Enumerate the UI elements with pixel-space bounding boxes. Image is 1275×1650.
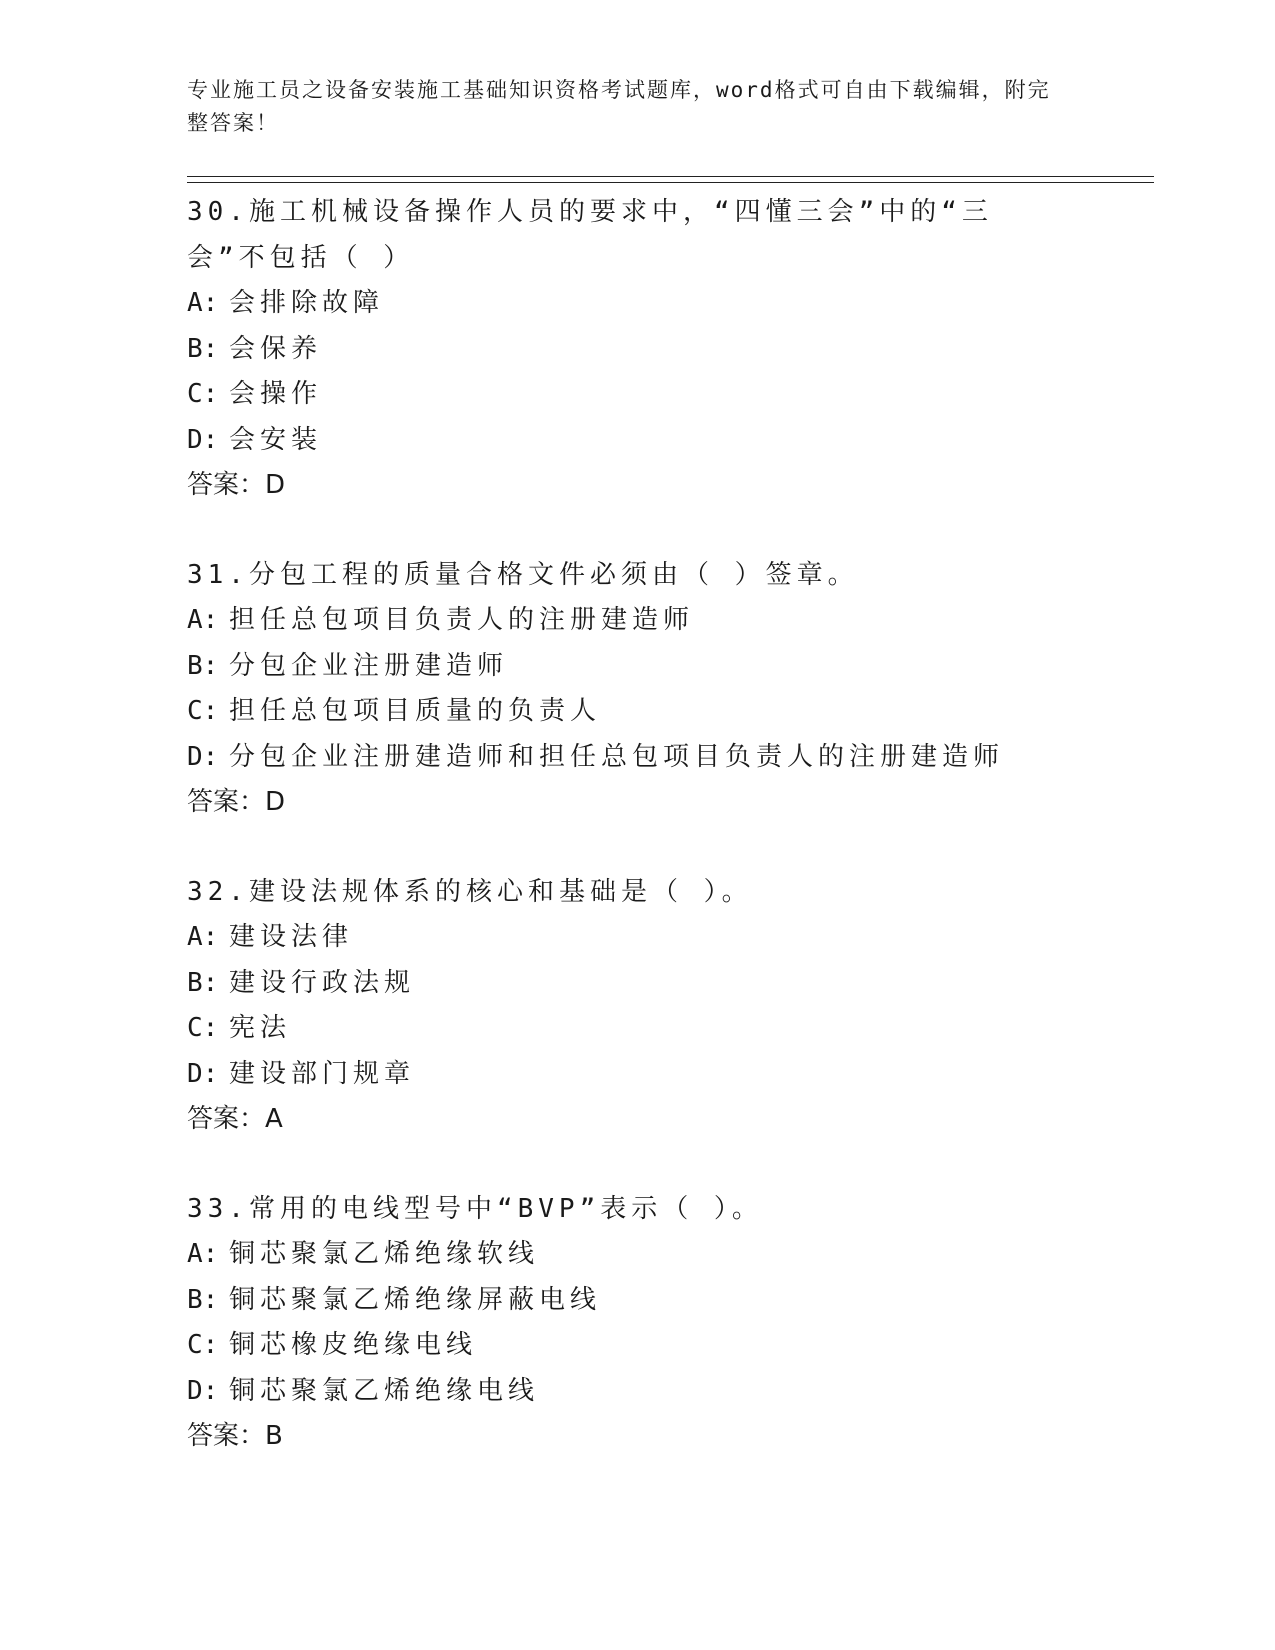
question-33 <box>187 1187 1147 1460</box>
option-a <box>187 1232 1147 1278</box>
question-list <box>187 190 1147 1504</box>
option-c <box>187 689 1147 735</box>
option-text: 铜芯聚氯乙烯绝缘软线 <box>229 1239 540 1269</box>
option-text: 铜芯聚氯乙烯绝缘屏蔽电线 <box>229 1284 602 1315</box>
question-stem: 30.施工机械设备操作人员的要求中，“四懂三会”中的“三会”不包括（ ） <box>187 197 993 273</box>
question-31 <box>187 553 1147 826</box>
answer-line: 答案：D <box>187 787 286 817</box>
option-letter: A: <box>187 922 219 952</box>
option-letter: B: <box>187 967 219 998</box>
option-b <box>187 961 1147 1007</box>
option-text: 建设部门规章 <box>229 1058 416 1089</box>
option-c <box>187 1323 1147 1369</box>
option-letter: C: <box>187 1013 219 1043</box>
option-letter: B: <box>187 1284 219 1315</box>
option-b <box>187 644 1147 690</box>
option-d <box>187 1052 1147 1098</box>
option-letter: D: <box>187 1058 219 1089</box>
option-letter: C: <box>187 1330 219 1360</box>
option-a <box>187 281 1147 327</box>
question-stem: 32.建设法规体系的核心和基础是（ ）。 <box>187 876 753 907</box>
option-letter: D: <box>187 1375 219 1406</box>
option-letter: B: <box>187 333 219 364</box>
option-d <box>187 418 1147 464</box>
option-text: 铜芯聚氯乙烯绝缘电线 <box>229 1375 540 1406</box>
option-c <box>187 1006 1147 1052</box>
option-letter: C: <box>187 379 219 409</box>
option-a <box>187 915 1147 961</box>
option-letter: D: <box>187 424 219 455</box>
option-letter: C: <box>187 696 219 726</box>
option-b <box>187 327 1147 373</box>
option-text: 会保养 <box>229 333 323 364</box>
answer-line: 答案：D <box>187 470 286 500</box>
option-c <box>187 372 1147 418</box>
option-letter: A: <box>187 288 219 318</box>
option-text: 分包企业注册建造师 <box>229 650 509 681</box>
option-letter: B: <box>187 650 219 681</box>
question-30 <box>187 190 1147 509</box>
question-stem: 31.分包工程的质量合格文件必须由（ ）签章。 <box>187 559 859 590</box>
option-d <box>187 1369 1147 1415</box>
option-text: 建设法律 <box>229 922 354 952</box>
option-text: 建设行政法规 <box>229 967 416 998</box>
option-d <box>187 735 1147 781</box>
option-text: 会操作 <box>229 379 323 409</box>
answer-line: 答案：B <box>187 1421 283 1451</box>
question-32 <box>187 870 1147 1143</box>
document-intro: 专业施工员之设备安装施工基础知识资格考试题库，word格式可自由下载编辑，附完整答案！ <box>187 78 1051 135</box>
option-b <box>187 1278 1147 1324</box>
option-text: 担任总包项目质量的负责人 <box>229 696 602 726</box>
option-letter: D: <box>187 741 219 772</box>
option-text: 担任总包项目负责人的注册建造师 <box>229 605 695 635</box>
option-letter: A: <box>187 1239 219 1269</box>
answer-line: 答案：A <box>187 1104 283 1134</box>
option-text: 会排除故障 <box>229 288 385 318</box>
header-divider-bottom <box>187 182 1154 183</box>
option-text: 分包企业注册建造师和担任总包项目负责人的注册建造师 <box>229 741 1005 772</box>
option-text: 铜芯橡皮绝缘电线 <box>229 1330 478 1360</box>
option-letter: A: <box>187 605 219 635</box>
option-a <box>187 598 1147 644</box>
question-stem: 33.常用的电线型号中“BVP”表示（ ）。 <box>187 1193 763 1224</box>
header-divider-top <box>187 176 1154 177</box>
option-text: 会安装 <box>229 424 323 455</box>
option-text: 宪法 <box>229 1013 292 1043</box>
